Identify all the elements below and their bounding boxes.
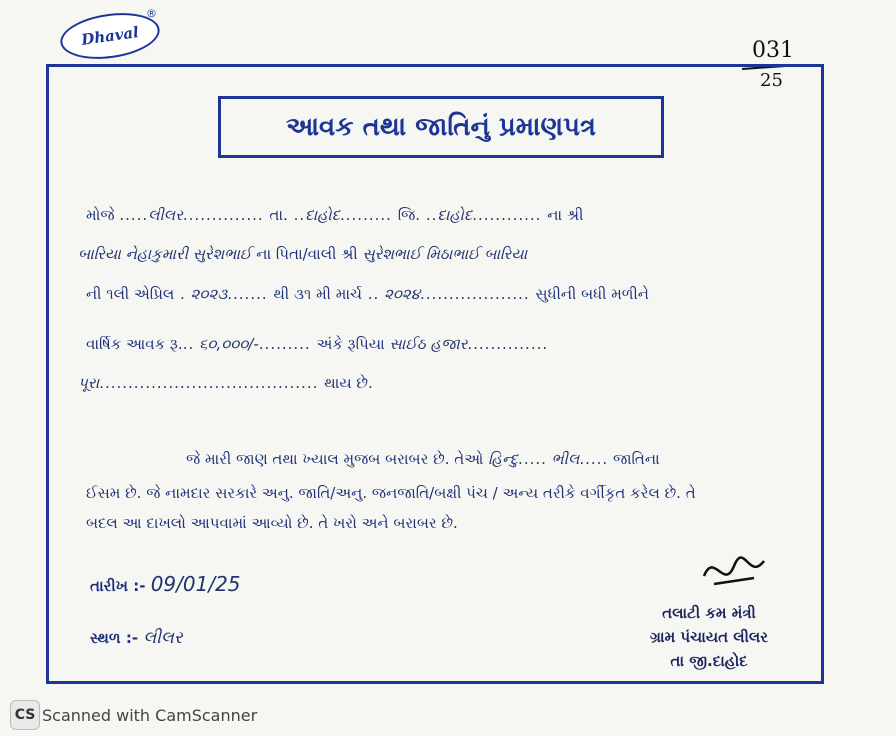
place-label: સ્થળ :- [90, 629, 139, 647]
date-label: તારીખ :- [90, 577, 146, 595]
signatory-district: તા જી.દાહોદ [670, 652, 748, 670]
camscanner-icon: CS [10, 700, 40, 730]
taluka-value: દાહોદ [305, 206, 340, 224]
date-row [90, 572, 241, 596]
para-line-2: ઈસમ છે. જે નામદાર સરકારે અનુ. જાતિ/અનુ. જનજાતિ/બક્ષી પંચ / અન્ય તરીકે વર્ગીકૃત કરેલ છે. તે [86, 484, 696, 502]
scanner-watermark [10, 700, 257, 730]
applicant-name-value: બારિયા નેહાકુમારી સુરેશભાઈ [78, 245, 252, 263]
income-amount-value: ૬૦,૦૦૦/- [199, 335, 259, 353]
year-to-value: ૨૦૨૪ [384, 285, 421, 303]
logo-text: Dhaval [80, 23, 140, 49]
certificate-title: આવક તથા જાતિનું પ્રમાણપત્ર [285, 111, 597, 142]
district-value: દાહોદ [437, 206, 473, 224]
line-name: બારિયા નેહાકુમારી સુરેશભાઈ ના પિતા/વાલી શ્રી સુરેશભાઈ મિઠાભાઈ બારિયા [78, 245, 528, 263]
ref-sub: 25 [760, 70, 783, 91]
para-line-3: બદલ આ દાખલો આપવામાં આવ્યો છે. તે ખરો અને બરાબર છે. [86, 514, 458, 532]
signatory-office: ગ્રામ પંચાયત લીલર [649, 628, 769, 646]
registered-mark: ® [146, 7, 157, 20]
scanner-text: Scanned with CamScanner [42, 705, 258, 725]
line-total: પૂરા...................................... થાય છે. [78, 374, 373, 392]
guardian-name-value: સુરેશભાઈ મિઠાભાઈ બારિયા [362, 245, 528, 263]
year-from-value: ૨૦૨૩ [190, 285, 228, 303]
line-income: વાર્ષિક આવક રૂ... ૬૦,૦૦૦/-......... અંકે રૂપિયા સાઈઠ હજાર.............. [86, 335, 549, 353]
village-value: લીલર [148, 206, 183, 224]
place-value: લીલર [143, 628, 183, 648]
place-row [90, 628, 183, 648]
signature-mark [694, 546, 774, 604]
title-box [218, 96, 664, 158]
line-period: ની ૧લી એપ્રિલ . ૨૦૨૩....... થી ૩૧ મી માર્ચ .. ૨૦૨૪................... સુધીની બધી મળીને [86, 285, 649, 303]
signature-scribble [694, 546, 774, 596]
ref-number: 031 [752, 38, 794, 63]
date-value: 09/01/25 [150, 572, 241, 596]
pura-value: પૂરા [78, 374, 100, 392]
line-moje: મોજે .....લીલર.............. તા. ..દાહોદ......... જિ. ..દાહોદ............ ના શ્રી [86, 206, 584, 224]
signatory-title: તલાટી કમ મંત્રી [662, 604, 756, 622]
income-words-value: સાઈઠ હજાર [389, 335, 468, 353]
para-line-1: જે મારી જાણ તથા ખ્યાલ મુજબ બરાબર છે. તેઓ હિન્દુ..... ભીલ..... જાતિના [186, 450, 660, 468]
religion-value: હિન્દુ [488, 450, 519, 468]
caste-value: ભીલ [551, 450, 580, 468]
